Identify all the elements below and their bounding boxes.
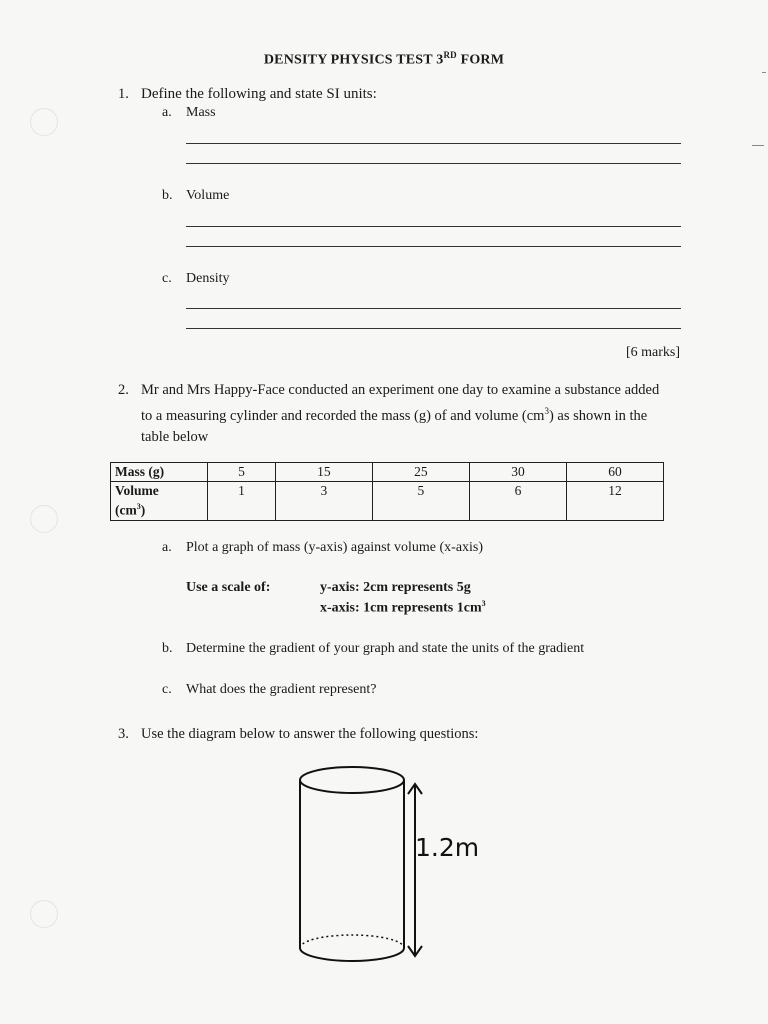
q1-marks: [6 marks] (625, 345, 680, 360)
q2-text (141, 380, 681, 448)
table-cell: 60 (566, 463, 663, 482)
q1-text: Define the following and state SI units: (141, 86, 377, 102)
q2c-text: What does the gradient represent? (186, 682, 377, 697)
q2a-text: Plot a graph of mass (y-axis) against volume (x-axis) (186, 540, 484, 555)
cylinder-top (300, 767, 404, 793)
cylinder-diagram (290, 760, 490, 970)
table-cell: 12 (566, 482, 663, 521)
page-title (0, 50, 768, 69)
q3-text: Use the diagram below to answer the following questions: (141, 726, 479, 742)
q1b-letter: b. (162, 188, 173, 203)
answer-line[interactable] (186, 308, 681, 309)
table-cell: 15 (275, 463, 372, 482)
cylinder-bottom-front (300, 948, 404, 961)
hole-punch-mark (30, 108, 58, 136)
table-cell: 5 (208, 463, 276, 482)
title-text: DENSITY PHYSICS TEST 3 (263, 52, 444, 68)
q1-number: 1. (118, 86, 129, 102)
table-cell: 1 (208, 482, 276, 521)
q1b-label: Volume (186, 188, 230, 203)
scan-edge-mark (752, 145, 764, 146)
scale-label: Use a scale of: (186, 580, 271, 595)
q1a-letter: a. (162, 105, 172, 120)
volume-header-cell: Volume $(cm^3)$ (111, 482, 208, 521)
table-row (111, 463, 664, 482)
answer-line[interactable] (186, 143, 681, 144)
answer-line[interactable] (186, 246, 681, 247)
answer-line[interactable] (186, 163, 681, 164)
q1c-letter: c. (162, 271, 172, 286)
q3-number: 3. (118, 726, 129, 742)
table-cell: 5 (372, 482, 469, 521)
q2a-letter: a. (162, 540, 172, 555)
table-cell: 3 (275, 482, 372, 521)
table-row (111, 482, 664, 521)
q2-text-line3: table below (141, 428, 209, 445)
answer-line[interactable] (186, 226, 681, 227)
hole-punch-mark (30, 900, 58, 928)
table-cell: 30 (469, 463, 566, 482)
table-cell: 6 (469, 482, 566, 521)
q2b-letter: b. (162, 641, 173, 656)
scale-x: x-axis: 1cm represents $1cm^3$ (320, 599, 486, 616)
scale-y: y-axis: 2cm represents 5g (320, 580, 471, 595)
q2c-letter: c. (162, 682, 172, 697)
title-end: FORM (456, 52, 505, 68)
q2-text-line2: to a measuring cylinder and recorded the mass (g) of and volume $(cm^3)$ as shown in the (141, 406, 648, 424)
q2-number: 2. (118, 382, 129, 398)
mass-volume-table (110, 462, 664, 521)
table-cell: 25 (372, 463, 469, 482)
q1c-label: Density (186, 271, 230, 286)
q2b-text: Determine the gradient of your graph and state the units of the gradient (186, 641, 585, 656)
title-superscript: RD (443, 50, 457, 60)
q2-text-line1: Mr and Mrs Happy-Face conducted an experiment one day to examine a substance added (141, 382, 660, 398)
scan-edge-mark (762, 72, 766, 73)
hole-punch-mark (30, 505, 58, 533)
answer-line[interactable] (186, 328, 681, 329)
mass-header-cell: Mass (g) (111, 463, 208, 482)
q1a-label: Mass (186, 105, 216, 120)
cylinder-bottom-back (300, 935, 404, 948)
height-label: 1.2m (415, 833, 480, 862)
